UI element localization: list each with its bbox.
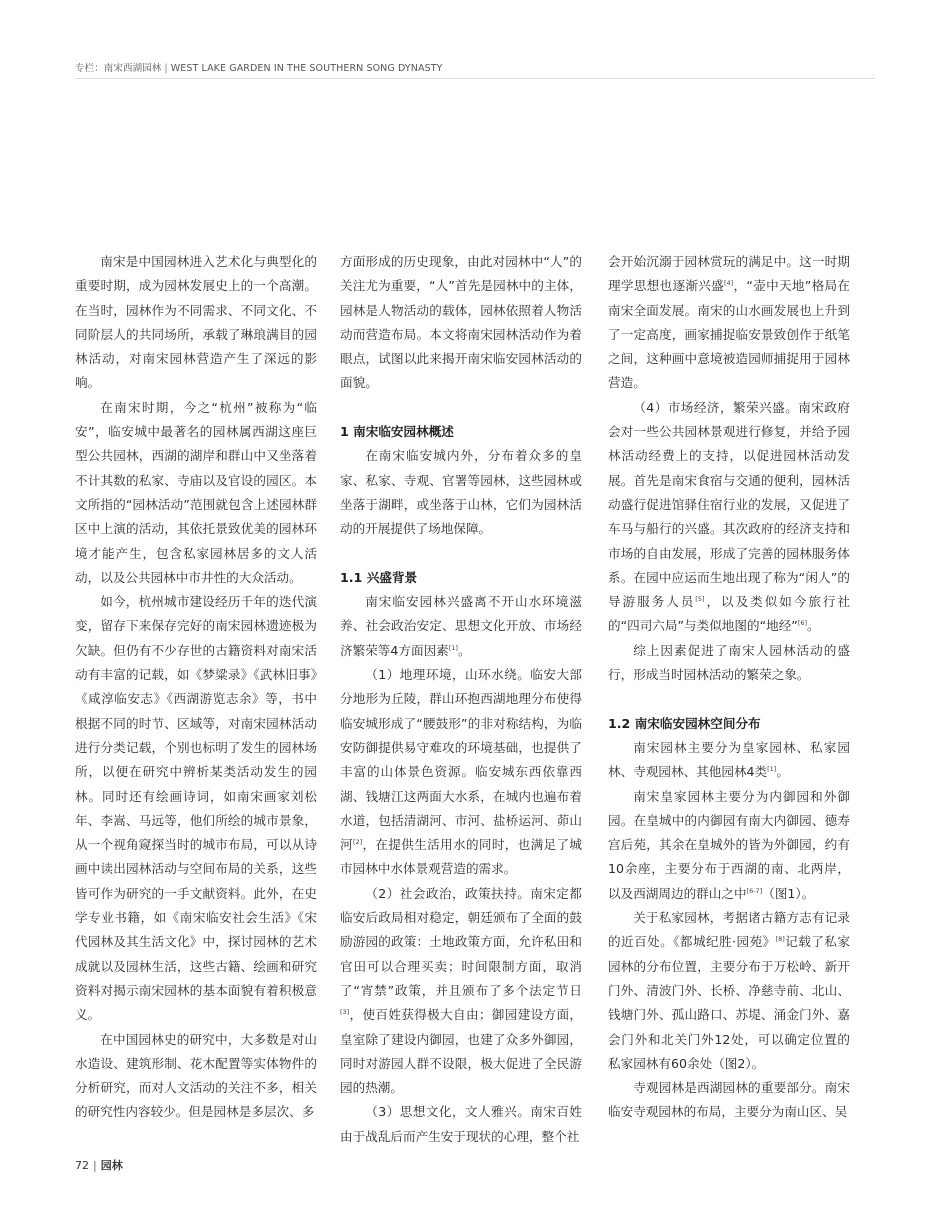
paragraph: 南宋临安园林兴盛离不开山水环境滋养、社会政治安定、思想文化开放、市场经济繁荣等4方面因素[1]。 xyxy=(340,594,582,658)
citation[interactable]: [1] xyxy=(448,643,458,652)
subsection-heading: 1.2 南宋临安园林空间分布 xyxy=(608,715,761,731)
text-column-3 xyxy=(608,250,850,1125)
page-footer xyxy=(75,1157,123,1173)
column-label: 专栏：南宋西湖园林 xyxy=(75,63,162,74)
citation[interactable]: [2] xyxy=(352,837,363,846)
paragraph: 综上因素促进了南宋人园林活动的盛行，形成当时园林活动的繁荣之象。 xyxy=(608,642,850,683)
footer-separator: | xyxy=(93,1159,97,1172)
paragraph: 寺观园林是西湖园林的重要部分。南宋临安寺观园林的布局，主要分为南山区、吴 xyxy=(608,1080,850,1120)
paragraph: 会开始沉溺于园林赏玩的满足中。这一时期理学思想也逐渐兴盛[4]，“壶中天地”格局在南宋全面发展。南宋的山水画发展也上升到了一定高度，画家捕捉临安景致创作于纸笔之间，这种画中意境被造园师捕捉用于园林营造。 xyxy=(608,254,850,391)
paragraph: （4）市场经济，繁荣兴盛。南宋政府会对一些公共园林景观进行修复，并给予园林活动经费上的支持，以促进园林活动发展。首先是南宋食宿与交通的便利，园林活动盛行促进馆驿住宿行业的发展，又促进了车马与船行的兴盛。其次政府的经济支持和市场的自由发展，形成了完善的园林服务体系。在园中应运而生地出现了称为“闲人”的导游服务人员[5]，以及类似如今旅行社的“四司六局”与类似地图的“地经”[6]。 xyxy=(608,399,851,634)
text-column-1 xyxy=(75,250,317,1125)
paragraph: 南宋是中国园林进入艺术化与典型化的重要时期，成为园林发展史上的一个高潮。在当时，园林作为不同需求、不同文化、不同阶层人的共同场所，承载了琳琅满目的园林活动，对南宋园林营造产生了深远的影响。 xyxy=(75,254,317,391)
header-rule xyxy=(75,78,875,79)
header-separator: | xyxy=(164,63,168,74)
paragraph: 在南宋临安城内外，分布着众多的皇家、私家、寺观、官署等园林，这些园林或坐落于湖畔，或坐落于山林，它们为园林活动的开展提供了场地保障。 xyxy=(340,448,582,537)
paragraph: 如今，杭州城市建设经历千年的迭代演变，留存下来保存完好的南宋园林遗迹极为欠缺。但仍有不少存世的古籍资料对南宋活动有丰富的记载，如《梦粱录》《武林旧事》《咸淳临安志》《西湖游览志余》等，书中根据不同的时节、区域等，对南宋园林活动进行分类记载，个别也标明了发生的园林场所，以便在研究中辨析某类活动发生的园林。同时还有绘画诗词，如南宋画家刘松年、李嵩、马远等，他们所绘的城市景象，从一个视角窥探当时的城市布局，可以从诗画中读出园林活动与空间布局的关系，这些皆可作为研究的一手文献资料。此外，在史学专业书籍，如《南宋临安社会生活》《宋代园林及其生活文化》中，探讨园林的艺术成就以及园林生活，这些古籍、绘画和研究资料对揭示南宋园林的基本面貌有着积极意义。 xyxy=(75,594,317,1023)
paragraph: 在中国园林史的研究中，大多数是对山水造设、建筑形制、花木配置等实体物件的分析研究，而对人文活动的关注不多，相关的研究性内容较少。但是园林是多层次、多 xyxy=(75,1031,317,1120)
page-number: 72 xyxy=(75,1159,89,1172)
column-label-en: WEST LAKE GARDEN IN THE SOUTHERN SONG DYNASTY xyxy=(170,63,443,74)
paragraph: 关于私家园林，考据诸古籍方志有记录的近百处。《都城纪胜·园苑》[8]记载了私家园林的分布位置，主要分布于万松岭、新开门外、清波门外、长桥、净慈寺前、北山、钱塘门外、孤山路口、苏堤、涌金门外、嘉会门外和北关门外12处，可以确定位置的私家园林有60余处（图2）。 xyxy=(608,910,850,1071)
citation[interactable]: [6] xyxy=(797,619,808,628)
citation[interactable]: [8] xyxy=(775,935,785,944)
paragraph: （2）社会政治，政策扶持。南宋定都临安后政局相对稳定，朝廷颁布了全面的鼓励游园的政策：土地政策方面，允许私田和官田可以合理买卖；时间限制方面，取消了“宵禁”政策，并且颁布了多个法定节日[3]，使百姓获得极大自由；御园建设方面，皇室除了建设内御园，也建了众多外御园，同时对游园人群不设限，极大促进了全民游园的热潮。 xyxy=(340,885,582,1096)
paragraph: 方面形成的历史现象，由此对园林中“人”的关注尤为重要，“人”首先是园林中的主体，园林是人物活动的载体，园林依照着人物活动而营造布局。本文将南宋园林活动作为着眼点，试图以此来揭开南宋临安园林活动的面貌。 xyxy=(340,254,582,391)
citation[interactable]: [5] xyxy=(695,594,705,603)
running-header xyxy=(75,60,443,74)
section-heading: 1 南宋临安园林概述 xyxy=(340,424,454,440)
citation[interactable]: [6-7] xyxy=(746,886,763,895)
citation[interactable]: [3] xyxy=(340,1008,350,1017)
paragraph: 在南宋时期，今之“杭州”被称为“临安”，临安城中最著名的园林属西湖这座巨型公共园林，西湖的湖岸和群山中又坐落着不计其数的私家、寺庙以及官设的园区。本文所指的“园林活动”范围就包含上述园林群区中上演的活动，其依托景致优美的园林环境才能产生，包含私家园林居多的文人活动，以及公共园林中市井性的大众活动。 xyxy=(75,399,317,585)
subsection-heading: 1.1 兴盛背景 xyxy=(340,569,418,585)
paragraph: 南宋园林主要分为皇家园林、私家园林、寺观园林、其他园林4类[1]。 xyxy=(608,739,850,780)
citation[interactable]: [4] xyxy=(724,279,734,288)
paragraph: （3）思想文化，文人雅兴。南宋百姓由于战乱后而产生安于现状的心理，整个社 xyxy=(340,1104,582,1144)
paragraph: 南宋皇家园林主要分为内御园和外御园。在皇城中的内御园有南大内御园、德寿宫后苑，其余在皇城外的皆为外御园，约有10余座，主要分布于西湖的南、北两岸，以及西湖周边的群山之中[6-7]（图1）。 xyxy=(608,788,850,901)
paragraph: （1）地理环境，山环水绕。临安大部分地形为丘陵，群山环抱西湖地理分布使得临安城形成了“腰鼓形”的非对称结构，为临安防御提供易守难攻的环境基础，也提供了丰富的山体景色资源。临安城东西依靠西湖、钱塘江这两面大水系，在城内也遍布着水道，包括清湖河、市河、盐桥运河、茆山河[2]，在提供生活用水的同时，也满足了城市园林中水体景观营造的需求。 xyxy=(340,667,583,877)
text-column-2 xyxy=(340,250,582,1149)
citation[interactable]: [1] xyxy=(767,765,777,774)
magazine-logo: 园林 xyxy=(100,1159,123,1172)
